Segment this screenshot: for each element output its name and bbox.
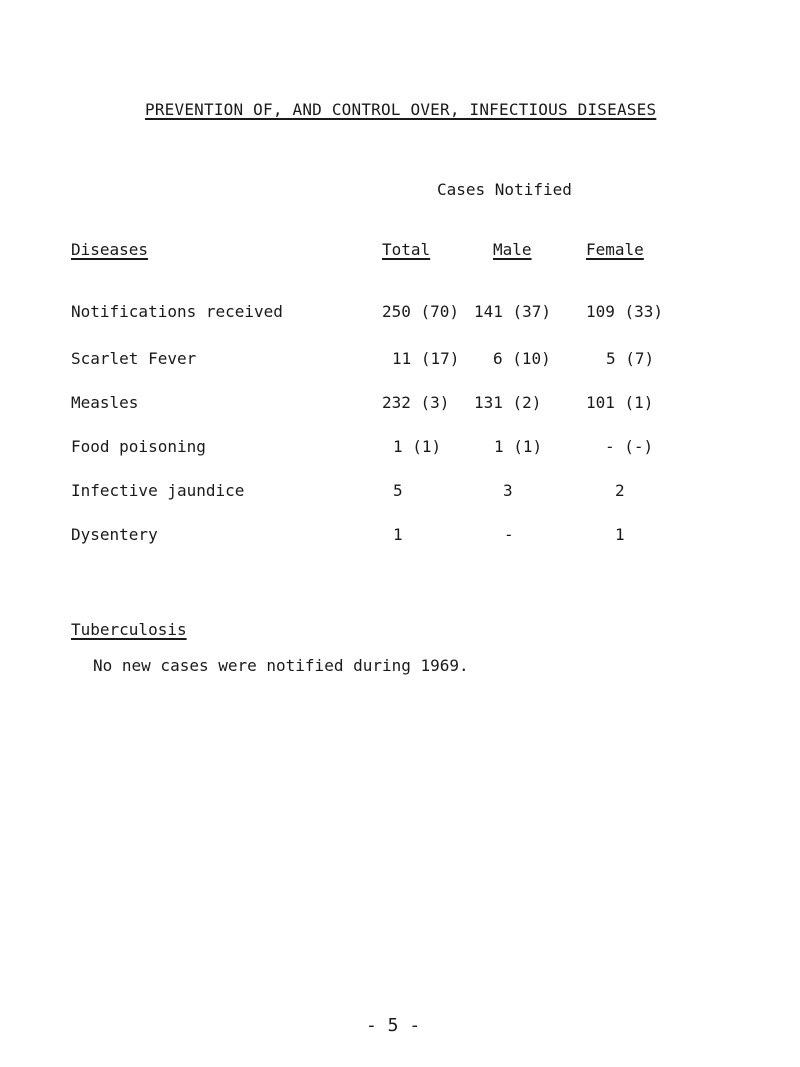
- total-value: 5: [393, 481, 403, 500]
- total-value: 232 (3): [382, 393, 450, 412]
- male-value: 6 (10): [493, 349, 551, 368]
- disease-name: Infective jaundice: [71, 481, 245, 500]
- female-value: 5 (7): [606, 349, 655, 368]
- tuberculosis-text: No new cases were notified during 1969.: [93, 656, 469, 675]
- column-header-female: Female: [586, 240, 644, 259]
- female-value: 2: [615, 481, 625, 500]
- column-header-male: Male: [493, 240, 532, 259]
- male-value: 131 (2): [474, 393, 542, 412]
- table-row: [0, 393, 800, 417]
- total-value: 1: [393, 525, 403, 544]
- page-title: PREVENTION OF, AND CONTROL OVER, INFECTIOUS DISEASES: [145, 100, 657, 119]
- table-row: [0, 437, 800, 461]
- female-value: 1: [615, 525, 625, 544]
- table-row: [0, 349, 800, 373]
- disease-name: Food poisoning: [71, 437, 206, 456]
- table-row: [0, 302, 800, 326]
- disease-name: Measles: [71, 393, 139, 412]
- male-value: 141 (37): [474, 302, 552, 321]
- column-header-total: Total: [382, 240, 431, 259]
- table-row: [0, 481, 800, 505]
- disease-name: Notifications received: [71, 302, 283, 321]
- male-value: 3: [503, 481, 513, 500]
- page-number: - 5 -: [366, 1015, 421, 1036]
- male-value: -: [504, 525, 514, 544]
- disease-name: Scarlet Fever: [71, 349, 197, 368]
- table-caption: Cases Notified: [437, 180, 572, 199]
- total-value: 250 (70): [382, 302, 460, 321]
- female-value: - (-): [605, 437, 654, 456]
- female-value: 101 (1): [586, 393, 654, 412]
- disease-name: Dysentery: [71, 525, 158, 544]
- male-value: 1 (1): [494, 437, 543, 456]
- column-header-diseases: Diseases: [71, 240, 149, 259]
- female-value: 109 (33): [586, 302, 664, 321]
- total-value: 1 (1): [393, 437, 442, 456]
- table-row: [0, 525, 800, 549]
- total-value: 11 (17): [392, 349, 460, 368]
- tuberculosis-heading: Tuberculosis: [71, 620, 187, 639]
